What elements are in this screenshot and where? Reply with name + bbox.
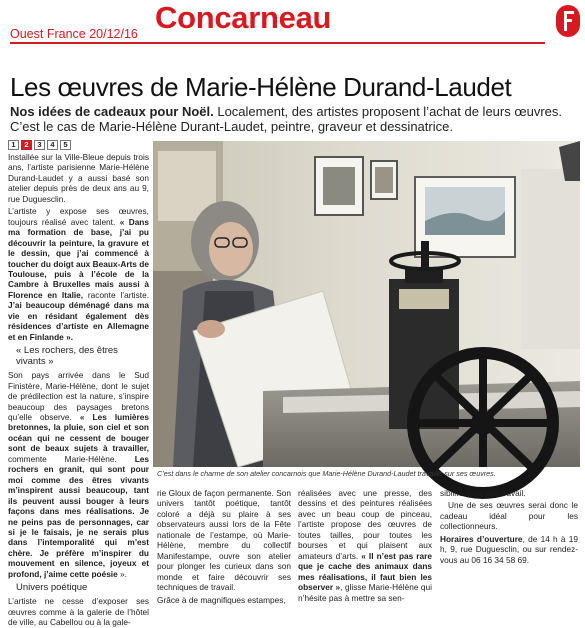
- paragraph-works: [298, 488, 432, 603]
- subheading-universe: Univers poétique: [16, 582, 88, 594]
- paragraph-sensibility: sibilité dans son travail.: [440, 488, 526, 498]
- page-navigation: [8, 140, 149, 150]
- para-text: réalisées avec une presse, des dessins et des peintures réalisées avec un beau coup de pinceau, l’artiste propose des œuvres de toutes tailles, pour toutes les bourses et qui plaisent aux amateurs d’arts.: [298, 488, 432, 561]
- para-text: , glisse Marie-Hélène qui n’hésite pas à mettre sa sen-: [298, 582, 432, 603]
- paragraph-gift: Une de ses œuvres serai donc le cadeau idéal pour les collectionneurs.: [440, 500, 578, 532]
- page-link-5[interactable]: 5: [60, 140, 71, 150]
- hours-label: Horaires d’ouverture: [440, 533, 523, 544]
- quote-text: Les rochers en granit, qui sont pour moi comme des êtres vivants m’inspirent aussi beaucoup, tant ils peuvent aussi bouger à leurs façons dans mes réalisations. Je ne peins pas de personnages, car si je le faisais, je ne serais plus dans l’intemporalité qui m’est chère. Je préfère m’inspirer du mouvement en silence, joyeux et profond, j’aime cette poésie: [8, 453, 149, 579]
- source-date: Ouest France 20/12/16: [10, 27, 138, 41]
- article-subhead: [10, 104, 580, 134]
- para-text: commente Marie-Hélène.: [8, 453, 135, 464]
- quote-text: « Il n’est pas rare que je cache des animaux dans mes réalisations, il faut bien les observer »: [298, 550, 432, 593]
- para-text: L’artiste y expose ses œuvres, toujours réalisé avec talent.: [8, 206, 149, 227]
- newspaper-logo-icon: [556, 5, 580, 37]
- para-text: raconte l’artiste.: [83, 289, 149, 300]
- page-link-1[interactable]: 1: [8, 140, 19, 150]
- masthead-title: Concarneau: [155, 0, 332, 35]
- paragraph-prints: Grâce à de magnifiques estampes,: [157, 594, 286, 605]
- photo-caption: C’est dans le charme de son atelier concarnois que Marie-Hélène Durand-Laudet travaille sur ses œuvres.: [157, 469, 496, 478]
- para-text: ».: [117, 568, 127, 579]
- quote-text: « Les lumières bretonnes, la pluie, son ciel et son océan qui ne cessent de bouger sont de beaux sujets à travailler,: [8, 411, 150, 454]
- paragraph-intro: Installée sur la Ville-Bleue depuis trois ans, l’artiste parisienne Marie-Hélène Durand-Laudet y a aussi basé son atelier depuis près de deux ans au 9, rue Duguesclin.: [8, 152, 149, 204]
- article-column-3: [298, 488, 432, 603]
- quote-text: « Dans ma formation de base, j’ai pu découvrir la peinture, la gravure et le dessin, que j’ai commencé à toucher du doigt aux Beaux-Arts de Toulouse, puis à l’école de la Cambre à Bruxelles mais aussi à Florence en Italie,: [8, 216, 149, 300]
- para-text: Son pays arrivée dans le Sud Finistère, Marie-Hélène, dont le sujet de prédilection est la nature, s’inspire beaucoup des paysages bretons qu’elle observe.: [8, 370, 149, 422]
- paragraph-exhibitions: L’artiste ne cesse d’exposer ses œuvres comme à la galerie de l’hôtel de ville, au Cabellou ou à la gale-: [8, 596, 149, 628]
- page-link-3[interactable]: 3: [34, 140, 45, 150]
- header-divider: [10, 42, 545, 44]
- article-photo: [153, 141, 580, 467]
- quote-text: J’ai beaucoup déménagé dans ma vie en résidant également dès résidences d’artiste en Allemagne et en Finlande ».: [8, 300, 149, 342]
- paragraph-hours: [440, 534, 578, 565]
- paragraph-universe: rie Gloux de façon permanente. Son univers tantôt poétique, tantôt coloré a déjà su plaire à ses observateurs aussi lors de la Fête nationale de l’estampe, où Marie-Hélène, membre du collectif Manifestampe, ouvre son atelier pour plonger les curieux dans son monde et faire découvrir ses techniques de travail.: [157, 488, 291, 593]
- article-column-2: [157, 488, 291, 605]
- subhead-lead: Nos idées de cadeaux pour Noël.: [10, 104, 214, 119]
- article-column-1: [8, 140, 150, 628]
- paragraph-training: [8, 206, 149, 342]
- atelier-photo-illustration: [153, 141, 580, 467]
- subheading-rocks: « Les rochers, des êtres vivants »: [16, 345, 118, 368]
- page-link-4[interactable]: 4: [47, 140, 58, 150]
- page-link-2[interactable]: 2: [21, 140, 32, 150]
- page-header: [0, 0, 585, 50]
- article-column-4: [440, 488, 578, 600]
- paragraph-nature: [8, 370, 149, 579]
- hours-text: , de 14 h à 19 h, 9, rue Duguesclin, ou sur rendez-vous au 06 16 34 58 69.: [440, 533, 578, 565]
- subhead-text: Localement, des artistes proposent l’achat de leurs œuvres. C’est le cas de Marie-Hélène Durant-Laudet, peintre, graveur et dessinatrice.: [10, 104, 563, 134]
- article-headline: Les œuvres de Marie-Hélène Durand-Laudet: [10, 72, 512, 102]
